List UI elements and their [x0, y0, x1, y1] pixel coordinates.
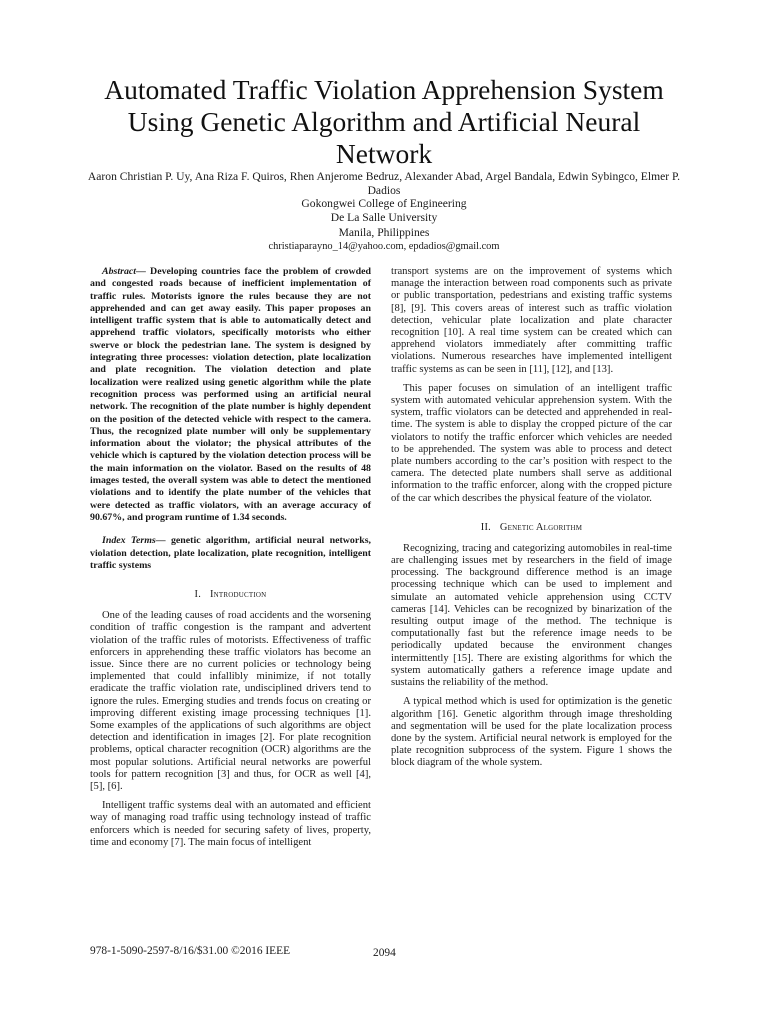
ga-paragraph-2: A typical method which is used for optimization is the genetic algorithm [16]. Genetic algorithm through image thresholding and segmentation will be used for the plate localization process done by the system. Artificial neural network is employed for the plate recognition subprocess of the system. Figure 1 shows the block diagram of the whole system. — [391, 696, 672, 769]
footer-isbn: 978-1-5090-2597-8/16/$31.00 ©2016 IEEE — [90, 945, 291, 957]
index-terms — [90, 535, 371, 572]
index-terms-text: genetic algorithm, artificial neural networks, violation detection, plate localization, plate recognition, intelligent traffic systems — [90, 535, 372, 571]
affiliation-block — [60, 197, 708, 254]
section-heading-genetic-algorithm — [391, 522, 672, 534]
title-line: Automated Traffic Violation Apprehension System — [104, 74, 664, 105]
intro-paragraph-2-continued: transport systems are on the improvement of systems which manage the interaction between road components such as private or public transportation, pedestrians and existing traffic systems [8], [9]. This covers areas of interest such as traffic violation detection, vehicular plate localization and plate character recognition [10]. A real time system can be created which can apprehend violators immediately after committing traffic violations. Numerous researches have implemented intelligent traffic systems as can be seen in [11], [12], and [13]. — [391, 266, 672, 375]
section-heading-introduction — [90, 589, 371, 601]
authors-line: Aaron Christian P. Uy, Ana Riza F. Quiros, Rhen Anjerome Bedruz, Alexander Abad, Argel Bandala, Edwin Sybingco, Elmer P. — [87, 170, 681, 183]
ga-paragraph-1: Recognizing, tracing and categorizing automobiles in real-time are challenging issues met by researchers in the field of image processing. The background difference method is an image processing technique which can be used to implement and simulate an automated vehicle apprehension using CCTV cameras [14]. Vehicles can be recognized by binarization of the resulting output image of the method. The technique is computationally fast but the reference image needs to be periodically updated because the environment changes intermittently [15]. There are existing algorithms for which the system automatically gathers a reference image update and sustains the reliability of the method. — [391, 542, 672, 689]
right-column — [391, 266, 672, 770]
author-emails: christiaparayno_14@yahoo.com, epdadios@gmail.com — [268, 240, 500, 252]
section-title: Genetic Algorithm — [499, 521, 583, 533]
index-terms-lead: Index Terms— — [102, 535, 166, 547]
affiliation-university: De La Salle University — [330, 211, 438, 225]
intro-paragraph-3: This paper focuses on simulation of an intelligent traffic system with automated vehicular apprehension system. With the system, traffic violators can be detected and apprehended in real-time. The system is able to display the cropped picture of the car violators to notify the traffic enforcer which vehicles are needed to be apprehended. The system was able to process and detect plate numbers according to the car’s position with respect to the camera. The detected plate numbers shall serve as additional information to the traffic enforcer, along with the cropped picture of the car which describes the physical feature of the violator. — [391, 382, 672, 504]
section-number: I. — [194, 589, 202, 601]
intro-paragraph-2: Intelligent traffic systems deal with an automated and efficient way of managing road traffic using technology instead of traffic enforcers which is needed for securing safety of lives, property, time and economy [7]. The main focus of intelligent — [90, 800, 371, 848]
page-number: 2094 — [373, 947, 396, 959]
section-title: Introduction — [210, 589, 267, 601]
affiliation-location: Manila, Philippines — [338, 225, 430, 239]
title-line: Using Genetic Algorithm and Artificial Neural — [127, 106, 641, 137]
affiliation-college: Gokongwei College of Engineering — [301, 197, 467, 210]
author-list — [60, 170, 708, 198]
section-number: II. — [480, 521, 491, 533]
abstract — [90, 266, 371, 524]
intro-paragraph-1: One of the leading causes of road accidents and the worsening condition of traffic congestion is the rampant and advertent violation of the traffic rules of motorists. Effectiveness of traffic enforcers in apprehending these traffic violators has become an issue. Since there are no current policies or technology being implemented that could infallibly minimize, if not totally eradicate the traffic violation rate, undisciplined drivers tend to ignore the rules. Emerging studies and trends focus on creating or improving different existing image processing techniques [1]. Some examples of the applications of such algorithms are object detection and identification in images [2]. For plate recognition problems, optical character recognition (OCR) algorithms are the most popular solutions. Artificial neural networks are powerful tools for pattern recognition [3] and thus, for OCR as well [4], [5], [6]. — [90, 610, 371, 792]
paper-title — [60, 74, 708, 170]
abstract-lead: Abstract— — [102, 266, 146, 277]
title-line: Network — [335, 138, 433, 169]
left-column — [90, 266, 371, 849]
authors-line: Dadios — [367, 184, 401, 197]
abstract-text: Developing countries face the problem of crowded and congested roads because of inefficient implementation of traffic rules. Motorists ignore the rules because they are not apprehended and can get away easily. This paper proposes an intelligent traffic system that is able to automatically detect and apprehend traffic violators, specifically motorists who either swerve or block the pedestrian lane. The system is designed by integrating three processes: violation detection, plate localization and plate recognition. The violation detection and plate localization were realized using genetic algorithm while the plate recognition process was performed using an artificial neural network. The recognition of the plate number is highly dependent on the position of the detected vehicle with respect to the camera. Thus, the recognized plate number will only be supplementary information about the violator; the physical attributes of the vehicle which is captured by the violation detection process will be the main information on the violator. Based on the results of 48 images tested, the overall system was able to detect the mentioned violations and to identify the plate number of the vehicles that were detected as traffic violators, with an average accuracy of 90.67%, and program runtime of 1.34 seconds. — [90, 266, 371, 523]
